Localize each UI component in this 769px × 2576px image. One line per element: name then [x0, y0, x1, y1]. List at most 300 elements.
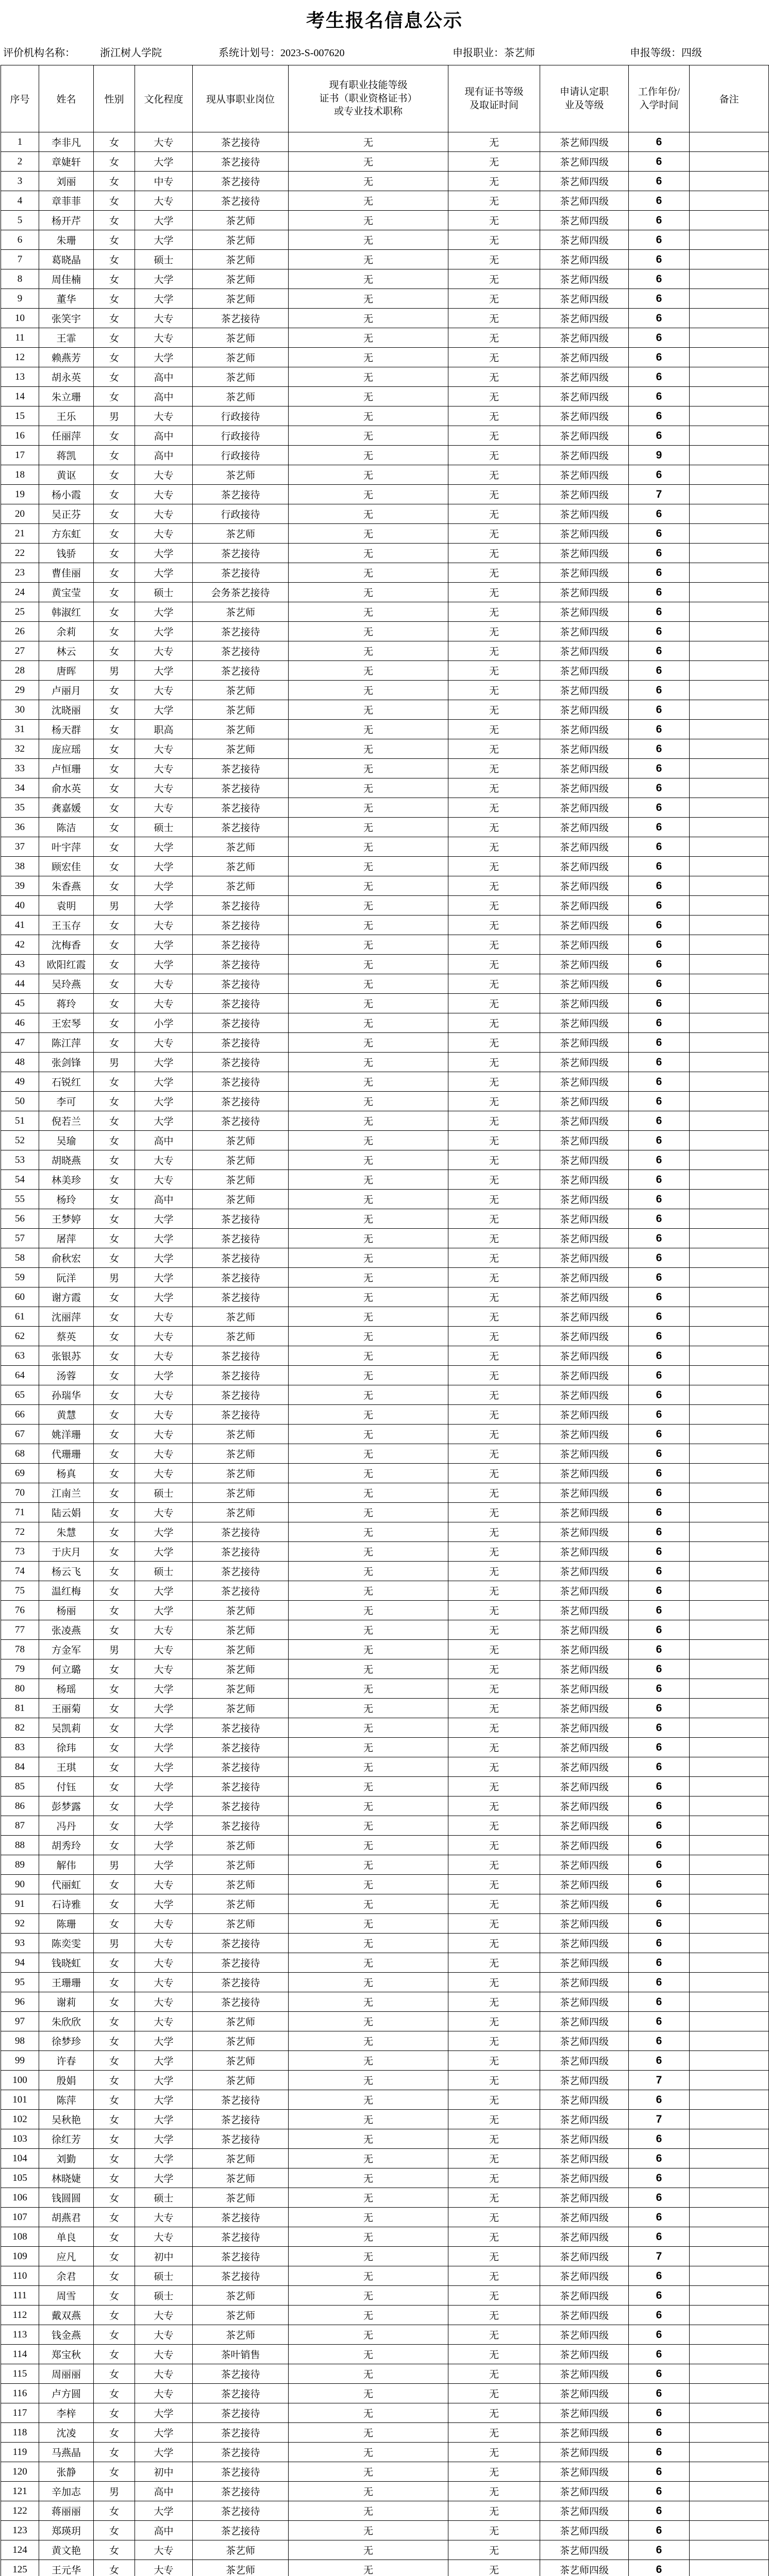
cell-apply: 茶艺师四级: [540, 563, 629, 583]
cell-no: 66: [1, 1405, 39, 1425]
cell-certificate-level: 无: [448, 1894, 540, 1914]
cell-remark: [690, 778, 769, 798]
cell-apply: 茶艺师四级: [540, 2188, 629, 2208]
cell-education: 大专: [135, 778, 193, 798]
cell-remark: [690, 1777, 769, 1797]
cell-education: 大学: [135, 896, 193, 916]
cell-certificate: 无: [289, 2384, 448, 2403]
cell-years: 6: [629, 1464, 690, 1483]
cell-name: 戴双燕: [39, 2306, 94, 2325]
cell-no: 39: [1, 876, 39, 896]
cell-certificate-level: 无: [448, 1072, 540, 1092]
cell-name: 朱欣欣: [39, 2012, 94, 2031]
cell-certificate: 无: [289, 1894, 448, 1914]
cell-remark: [690, 348, 769, 367]
cell-apply: 茶艺师四级: [540, 1150, 629, 1170]
table-row: [1, 1718, 769, 1738]
cell-years: 6: [629, 1581, 690, 1601]
cell-certificate: 无: [289, 1738, 448, 1757]
cell-remark: [690, 446, 769, 465]
cell-apply: 茶艺师四级: [540, 1209, 629, 1229]
table-row: [1, 1385, 769, 1405]
cell-name: 任丽萍: [39, 426, 94, 446]
cell-certificate-level: 无: [448, 2462, 540, 2482]
cell-certificate: 无: [289, 426, 448, 446]
cell-apply: 茶艺师四级: [540, 2266, 629, 2286]
cell-certificate-level: 无: [448, 1013, 540, 1033]
cell-certificate-level: 无: [448, 1190, 540, 1209]
cell-years: 6: [629, 2227, 690, 2247]
cell-certificate-level: 无: [448, 406, 540, 426]
cell-remark: [690, 1013, 769, 1033]
cell-remark: [690, 309, 769, 328]
cell-education: 大学: [135, 2501, 193, 2521]
cell-certificate: 无: [289, 1757, 448, 1777]
cell-certificate-level: 无: [448, 309, 540, 328]
cell-no: 42: [1, 935, 39, 955]
header-certificate-level: [448, 65, 540, 132]
cell-years: 6: [629, 2208, 690, 2227]
cell-years: 6: [629, 2384, 690, 2403]
cell-education: 大学: [135, 1209, 193, 1229]
cell-gender: 女: [94, 1601, 135, 1620]
cell-post: 茶艺接待: [193, 2482, 289, 2501]
table-row: [1, 1209, 769, 1229]
table-row: [1, 2384, 769, 2403]
cell-name: 王梦婷: [39, 1209, 94, 1229]
cell-years: 6: [629, 2188, 690, 2208]
table-row: [1, 661, 769, 681]
cell-apply: 茶艺师四级: [540, 446, 629, 465]
cell-no: 112: [1, 2306, 39, 2325]
cell-education: 高中: [135, 1190, 193, 1209]
table-row: [1, 191, 769, 211]
table-row: [1, 1190, 769, 1209]
cell-gender: 女: [94, 1072, 135, 1092]
cell-name: 吴正芬: [39, 504, 94, 524]
cell-no: 33: [1, 759, 39, 778]
header-education: 文化程度: [135, 65, 193, 132]
cell-post: 茶艺师: [193, 1875, 289, 1894]
cell-no: 31: [1, 720, 39, 739]
cell-years: 6: [629, 1444, 690, 1464]
table-row: [1, 485, 769, 504]
cell-remark: [690, 1542, 769, 1562]
cell-apply: 茶艺师四级: [540, 544, 629, 563]
table-row: [1, 1307, 769, 1327]
cell-certificate-level: 无: [448, 1327, 540, 1346]
cell-remark: [690, 2051, 769, 2071]
cell-post: 茶艺接待: [193, 1757, 289, 1777]
cell-gender: 女: [94, 1581, 135, 1601]
cell-apply: 茶艺师四级: [540, 1346, 629, 1366]
table-row: [1, 837, 769, 857]
cell-certificate: 无: [289, 211, 448, 230]
cell-no: 38: [1, 857, 39, 876]
cell-remark: [690, 2540, 769, 2560]
cell-no: 37: [1, 837, 39, 857]
cell-education: 大专: [135, 485, 193, 504]
cell-education: 大学: [135, 1542, 193, 1562]
cell-certificate: 无: [289, 1464, 448, 1483]
cell-certificate-level: 无: [448, 2384, 540, 2403]
cell-name: 赖燕芳: [39, 348, 94, 367]
cell-years: 6: [629, 2345, 690, 2364]
cell-gender: 女: [94, 1444, 135, 1464]
cell-years: 6: [629, 1405, 690, 1425]
cell-years: 6: [629, 857, 690, 876]
cell-post: 茶艺师: [193, 524, 289, 544]
cell-certificate: 无: [289, 563, 448, 583]
cell-certificate: 无: [289, 2110, 448, 2129]
table-row: [1, 2208, 769, 2227]
cell-apply: 茶艺师四级: [540, 857, 629, 876]
cell-post: 茶艺接待: [193, 1405, 289, 1425]
cell-no: 73: [1, 1542, 39, 1562]
cell-remark: [690, 2188, 769, 2208]
cell-certificate: 无: [289, 132, 448, 152]
cell-years: 6: [629, 1992, 690, 2012]
cell-years: 6: [629, 1287, 690, 1307]
cell-certificate: 无: [289, 367, 448, 387]
cell-name: 张凌燕: [39, 1620, 94, 1640]
cell-education: 大学: [135, 2129, 193, 2149]
cell-years: 6: [629, 1131, 690, 1150]
cell-education: 大学: [135, 563, 193, 583]
cell-name: 章菲菲: [39, 191, 94, 211]
cell-name: 朱香燕: [39, 876, 94, 896]
table-row: [1, 172, 769, 191]
cell-years: 6: [629, 2266, 690, 2286]
cell-post: 茶艺接待: [193, 1797, 289, 1816]
cell-post: 茶艺师: [193, 1914, 289, 1934]
cell-name: 沈凌: [39, 2423, 94, 2443]
cell-post: 茶艺接待: [193, 1053, 289, 1072]
cell-no: 89: [1, 1855, 39, 1875]
cell-post: 茶艺师: [193, 1190, 289, 1209]
header-certificate-level-line: 现有证书等级: [464, 86, 524, 97]
cell-certificate: 无: [289, 837, 448, 857]
cell-certificate: 无: [289, 2403, 448, 2423]
cell-apply: 茶艺师四级: [540, 2090, 629, 2110]
occupation: [453, 41, 535, 65]
cell-apply: 茶艺师四级: [540, 211, 629, 230]
cell-certificate-level: 无: [448, 916, 540, 935]
cell-post: 茶艺师: [193, 681, 289, 700]
cell-post: 茶艺师: [193, 1679, 289, 1699]
cell-education: 初中: [135, 2247, 193, 2266]
cell-name: 陆云娟: [39, 1503, 94, 1522]
table-row: [1, 1464, 769, 1483]
table-row: [1, 1797, 769, 1816]
cell-no: 1: [1, 132, 39, 152]
cell-post: 茶艺师: [193, 1894, 289, 1914]
cell-certificate-level: 无: [448, 2540, 540, 2560]
cell-education: 大学: [135, 1248, 193, 1268]
cell-no: 120: [1, 2462, 39, 2482]
cell-post: 茶艺师: [193, 1699, 289, 1718]
cell-name: 蔡英: [39, 1327, 94, 1346]
cell-certificate-level: 无: [448, 857, 540, 876]
cell-no: 11: [1, 328, 39, 348]
cell-gender: 女: [94, 1738, 135, 1757]
cell-gender: 女: [94, 994, 135, 1013]
cell-certificate: 无: [289, 2149, 448, 2168]
cell-remark: [690, 2482, 769, 2501]
cell-remark: [690, 916, 769, 935]
cell-name: 倪若兰: [39, 1111, 94, 1131]
cell-no: 9: [1, 289, 39, 309]
cell-certificate: 无: [289, 2031, 448, 2051]
cell-apply: 茶艺师四级: [540, 700, 629, 720]
cell-years: 6: [629, 583, 690, 602]
cell-certificate-level: 无: [448, 2071, 540, 2090]
cell-certificate-level: 无: [448, 994, 540, 1013]
cell-remark: [690, 1581, 769, 1601]
cell-certificate: 无: [289, 2482, 448, 2501]
cell-no: 55: [1, 1190, 39, 1209]
table-row: [1, 720, 769, 739]
cell-name: 张静: [39, 2462, 94, 2482]
table-row: [1, 1444, 769, 1464]
cell-years: 6: [629, 1620, 690, 1640]
cell-certificate-level: 无: [448, 1542, 540, 1562]
cell-certificate-level: 无: [448, 328, 540, 348]
cell-post: 茶艺接待: [193, 1581, 289, 1601]
cell-education: 大专: [135, 2306, 193, 2325]
cell-post: 茶艺接待: [193, 2423, 289, 2443]
cell-no: 117: [1, 2403, 39, 2423]
cell-post: 茶艺师: [193, 1327, 289, 1346]
cell-post: 茶艺接待: [193, 974, 289, 994]
cell-apply: 茶艺师四级: [540, 504, 629, 524]
cell-certificate: 无: [289, 2051, 448, 2071]
cell-education: 大学: [135, 622, 193, 641]
cell-post: 茶艺接待: [193, 896, 289, 916]
cell-apply: 茶艺师四级: [540, 172, 629, 191]
cell-certificate: 无: [289, 602, 448, 622]
cell-no: 23: [1, 563, 39, 583]
cell-certificate-level: 无: [448, 465, 540, 485]
cell-education: 大学: [135, 1777, 193, 1797]
cell-gender: 女: [94, 172, 135, 191]
cell-certificate-level: 无: [448, 2482, 540, 2501]
cell-years: 6: [629, 1934, 690, 1953]
cell-no: 10: [1, 309, 39, 328]
cell-education: 高中: [135, 2482, 193, 2501]
cell-apply: 茶艺师四级: [540, 1894, 629, 1914]
cell-no: 48: [1, 1053, 39, 1072]
cell-apply: 茶艺师四级: [540, 641, 629, 661]
cell-post: 行政接待: [193, 406, 289, 426]
cell-remark: [690, 1229, 769, 1248]
table-row: [1, 681, 769, 700]
cell-certificate: 无: [289, 1268, 448, 1287]
cell-gender: 男: [94, 1855, 135, 1875]
cell-years: 6: [629, 2364, 690, 2384]
cell-years: 6: [629, 1836, 690, 1855]
table-row: [1, 641, 769, 661]
cell-certificate: 无: [289, 1111, 448, 1131]
cell-certificate-level: 无: [448, 1346, 540, 1366]
cell-gender: 男: [94, 1268, 135, 1287]
cell-education: 大专: [135, 132, 193, 152]
cell-years: 6: [629, 1307, 690, 1327]
cell-gender: 女: [94, 1346, 135, 1366]
cell-name: 代珊珊: [39, 1444, 94, 1464]
cell-post: 茶艺师: [193, 1601, 289, 1620]
cell-certificate: 无: [289, 2071, 448, 2090]
cell-gender: 女: [94, 1385, 135, 1405]
cell-no: 91: [1, 1894, 39, 1914]
cell-apply: 茶艺师四级: [540, 2384, 629, 2403]
cell-certificate: 无: [289, 1053, 448, 1072]
cell-post: 茶艺师: [193, 1307, 289, 1327]
cell-apply: 茶艺师四级: [540, 778, 629, 798]
cell-certificate-level: 无: [448, 1738, 540, 1757]
cell-remark: [690, 1268, 769, 1287]
cell-apply: 茶艺师四级: [540, 1699, 629, 1718]
cell-years: 6: [629, 622, 690, 641]
cell-apply: 茶艺师四级: [540, 955, 629, 974]
cell-name: 卢方圆: [39, 2384, 94, 2403]
cell-education: 大学: [135, 1092, 193, 1111]
cell-remark: [690, 2129, 769, 2149]
cell-certificate: 无: [289, 2090, 448, 2110]
cell-education: 大专: [135, 739, 193, 759]
cell-name: 李梓: [39, 2403, 94, 2423]
cell-certificate: 无: [289, 1033, 448, 1053]
cell-gender: 女: [94, 289, 135, 309]
cell-certificate-level: 无: [448, 211, 540, 230]
cell-certificate-level: 无: [448, 1757, 540, 1777]
cell-years: 6: [629, 1542, 690, 1562]
cell-gender: 女: [94, 2325, 135, 2345]
cell-years: 6: [629, 1601, 690, 1620]
table-row: [1, 1053, 769, 1072]
cell-apply: 茶艺师四级: [540, 2306, 629, 2325]
cell-education: 大专: [135, 406, 193, 426]
table-row: [1, 2306, 769, 2325]
cell-certificate: 无: [289, 1072, 448, 1092]
cell-name: 杨真: [39, 1464, 94, 1483]
cell-gender: 女: [94, 798, 135, 818]
cell-apply: 茶艺师四级: [540, 1757, 629, 1777]
cell-remark: [690, 1855, 769, 1875]
cell-no: 45: [1, 994, 39, 1013]
cell-post: 茶艺师: [193, 211, 289, 230]
cell-apply: 茶艺师四级: [540, 1601, 629, 1620]
cell-gender: 女: [94, 2521, 135, 2540]
cell-years: 6: [629, 1522, 690, 1542]
cell-post: 茶艺接待: [193, 1248, 289, 1268]
cell-no: 72: [1, 1522, 39, 1542]
cell-apply: 茶艺师四级: [540, 2325, 629, 2345]
cell-certificate-level: 无: [448, 896, 540, 916]
cell-certificate-level: 无: [448, 504, 540, 524]
cell-gender: 女: [94, 1522, 135, 1542]
cell-apply: 茶艺师四级: [540, 485, 629, 504]
cell-no: 99: [1, 2051, 39, 2071]
cell-years: 6: [629, 896, 690, 916]
cell-years: 6: [629, 1777, 690, 1797]
cell-certificate: 无: [289, 955, 448, 974]
cell-remark: [690, 1601, 769, 1620]
cell-remark: [690, 955, 769, 974]
cell-no: 24: [1, 583, 39, 602]
cell-name: 林云: [39, 641, 94, 661]
cell-name: 胡晓燕: [39, 1150, 94, 1170]
cell-certificate-level: 无: [448, 2090, 540, 2110]
cell-years: 6: [629, 1053, 690, 1072]
cell-education: 大学: [135, 1229, 193, 1248]
cell-no: 15: [1, 406, 39, 426]
cell-name: 汤蓉: [39, 1366, 94, 1385]
cell-name: 周佳楠: [39, 269, 94, 289]
cell-remark: [690, 1738, 769, 1757]
table-row: [1, 955, 769, 974]
cell-remark: [690, 524, 769, 544]
cell-certificate-level: 无: [448, 1699, 540, 1718]
cell-remark: [690, 1659, 769, 1679]
cell-apply: 茶艺师四级: [540, 2051, 629, 2071]
cell-certificate: 无: [289, 1229, 448, 1248]
cell-post: 茶艺师: [193, 2149, 289, 2168]
cell-remark: [690, 1190, 769, 1209]
table-row: [1, 367, 769, 387]
cell-certificate: 无: [289, 876, 448, 896]
cell-years: 6: [629, 1346, 690, 1366]
cell-education: 大专: [135, 1914, 193, 1934]
cell-years: 6: [629, 1209, 690, 1229]
cell-remark: [690, 1072, 769, 1092]
cell-certificate-level: 无: [448, 2012, 540, 2031]
occupation-label: 申报职业：: [453, 47, 504, 59]
cell-years: 6: [629, 2031, 690, 2051]
cell-apply: 茶艺师四级: [540, 2345, 629, 2364]
cell-apply: 茶艺师四级: [540, 1092, 629, 1111]
cell-certificate-level: 无: [448, 1992, 540, 2012]
cell-years: 6: [629, 2482, 690, 2501]
cell-gender: 女: [94, 1718, 135, 1738]
cell-certificate-level: 无: [448, 1053, 540, 1072]
cell-gender: 女: [94, 641, 135, 661]
cell-education: 硕士: [135, 1562, 193, 1581]
cell-certificate: 无: [289, 1855, 448, 1875]
cell-years: 6: [629, 1718, 690, 1738]
cell-apply: 茶艺师四级: [540, 269, 629, 289]
table-row: [1, 1483, 769, 1503]
cell-apply: 茶艺师四级: [540, 1405, 629, 1425]
cell-certificate: 无: [289, 172, 448, 191]
cell-no: 125: [1, 2560, 39, 2576]
cell-name: 俞水英: [39, 778, 94, 798]
cell-education: 大专: [135, 1425, 193, 1444]
cell-certificate-level: 无: [448, 2208, 540, 2227]
cell-apply: 茶艺师四级: [540, 1992, 629, 2012]
cell-no: 54: [1, 1170, 39, 1190]
cell-name: 龚嘉媛: [39, 798, 94, 818]
cell-gender: 男: [94, 2482, 135, 2501]
cell-apply: 茶艺师四级: [540, 1738, 629, 1757]
cell-post: 茶艺接待: [193, 622, 289, 641]
cell-apply: 茶艺师四级: [540, 1248, 629, 1268]
cell-years: 6: [629, 1503, 690, 1522]
cell-no: 97: [1, 2012, 39, 2031]
table-row: [1, 2012, 769, 2031]
cell-gender: 女: [94, 544, 135, 563]
cell-apply: 茶艺师四级: [540, 2227, 629, 2247]
